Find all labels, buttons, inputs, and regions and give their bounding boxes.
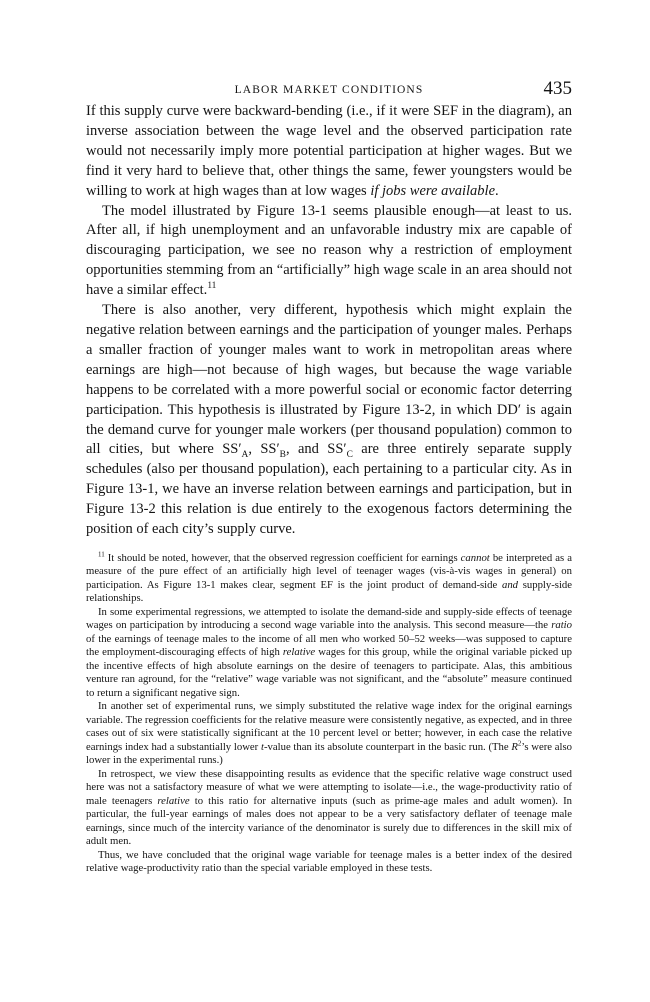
fn-p3-emphasis-t: t [261,740,264,753]
footnote-11-paragraph-2 [86,606,572,701]
footnote-11-text-c: supply-side relationships. [86,578,573,605]
running-title: LABOR MARKET CONDITIONS [234,84,424,96]
page-number: 435 [543,78,572,99]
subscript-c: C [346,450,353,461]
body-text [86,102,572,540]
paragraph-1-text-a: If this supply curve were backward-bending (i.e., if it were SEF in the diagram), an inverse association between the wage level and the observed participation rate would not necessarily imply more potential participation at higher wages. But we find it very hard to believe that, other things the same, fewer youngsters would be willing to work at high wages than at low wages [86,103,572,199]
fn-p2-text-c: wages for this group, while the original variable picked up the incentive effects of high absolute earnings on the desire of teenagers to participate. Alas, this ambitious venture ran aground, for the “relative” wage variable was not significant, and the “absolute” measure continued to return a significant negative sign. [86,646,572,699]
footnote-ref-11: 11 [207,281,217,292]
paragraph-3-text-a: There is also another, very different, hypothesis which might explain the negative relation between earnings and the participation of younger males. Perhaps a smaller fraction of younger males want to work in metropolitan areas where earnings are high—not because of high wages, but because the wage variable happens to be correlated with a more powerful social or economic factor deterring participation. This hypothesis is illustrated by Figure 13-2, in which DD′ is again the demand curve for younger male workers (per thousand population) common to all cities, but where SS′ [86,302,572,458]
footnote-11-text-a: It should be noted, however, that the observed regression coefficient for earnings [104,551,461,564]
paragraph-2 [86,202,572,302]
paragraph-1 [86,102,572,202]
footnote-11-text-b: be interpreted as a measure of the pure effect of an artificially high level of teenager wages (vis-à-vis wages in general) on participation. As Figure 13-1 makes clear, segment EF is the joint product of demand-side [86,551,572,591]
fn-p4-emphasis: relative [157,794,190,807]
fn-p4-text-a: In retrospect, we view these disappointing results as evidence that the specific relative wage construct used here was not a satisfactory measure of what we were attempting to isolate—i.e., the wage-productivity ratio of male teenagers [86,767,572,807]
footnote-11 [86,552,572,606]
fn-p2-text-b: of the earnings of teenage males to the income of all men who worked 50–52 weeks—was supposed to capture the employment-discouraging effects of high [86,632,572,659]
book-page [86,80,572,876]
footnotes [86,552,572,876]
fn-p2-emphasis-1: ratio [551,619,572,632]
fn-p3-emphasis-r: R [511,740,518,753]
subscript-b: B [279,450,286,461]
fn-p5-text: Thus, we have concluded that the original wage variable for teenage males is a better index of the desired relative wage-productivity ratio than the special variable employed in these tests. [86,848,572,875]
fn-p3-superscript: 2 [517,739,522,748]
paragraph-3-text-b: are three entirely separate supply schedules (also per thousand population), each pertaining to a particular city. As in Figure 13-1, we have an inverse relation between earnings and participation, but in Figure 13-2 this relation is due entirely to the exogenous factors determining the position of each city’s supply curve. [86,441,572,538]
fn-p2-emphasis-2: relative [282,646,316,659]
fn-p3-text-c: ’s were also lower in the experimental runs.) [86,740,572,767]
fn-p3-text-b: -value than its absolute counterpart in the basic run. (The [263,740,512,753]
fn-p3-text-a: In another set of experimental runs, we simply substituted the relative wage index for the original earnings variable. The regression coefficients for the relative measure were consistently negative, as expected, and in three cases out of six were statistically significant at the 10 percent level or better; however, in each case the relative earnings index had a substantially lower [86,700,572,753]
subscript-a: A [241,450,249,461]
paragraph-1-emphasis: if jobs were available [370,182,496,199]
fn-p2-text-a: In some experimental regressions, we attempted to isolate the demand-side and supply-side effects of teenage wages on participation by introducing a second wage variable into the analysis. This second measure—the [86,605,572,632]
footnote-11-paragraph-5 [86,849,572,876]
paragraph-2-text: The model illustrated by Figure 13-1 seems plausible enough—at least to us. After all, if high unemployment and an unfavorable industry mix are capable of discouraging participation, we see no reason why a restriction of employment opportunities stemming from an “artificially” high wage scale in an area should not have a similar effect. [86,202,572,299]
paragraph-3-sep-1: , SS′ [248,441,280,458]
paragraph-1-text-b: . [495,182,499,199]
footnote-11-emphasis-1: cannot [460,551,490,564]
running-head [86,80,572,102]
paragraph-3-sep-2: , and SS′ [285,441,347,458]
paragraph-3 [86,301,572,540]
footnote-11-paragraph-4 [86,768,572,849]
fn-p4-text-b: to this ratio for alternative inputs (such as prime-age males and adult women). In particular, the full-year earnings of males does not appear to be a very satisfactory deflater of teenage male earnings, since much of the intercity variance of the denominator is surely due to differences in the skill mix of adult men. [86,794,572,848]
footnote-11-emphasis-2: and [501,578,518,591]
footnote-11-number: 11 [98,550,105,559]
footnote-11-paragraph-3 [86,700,572,768]
